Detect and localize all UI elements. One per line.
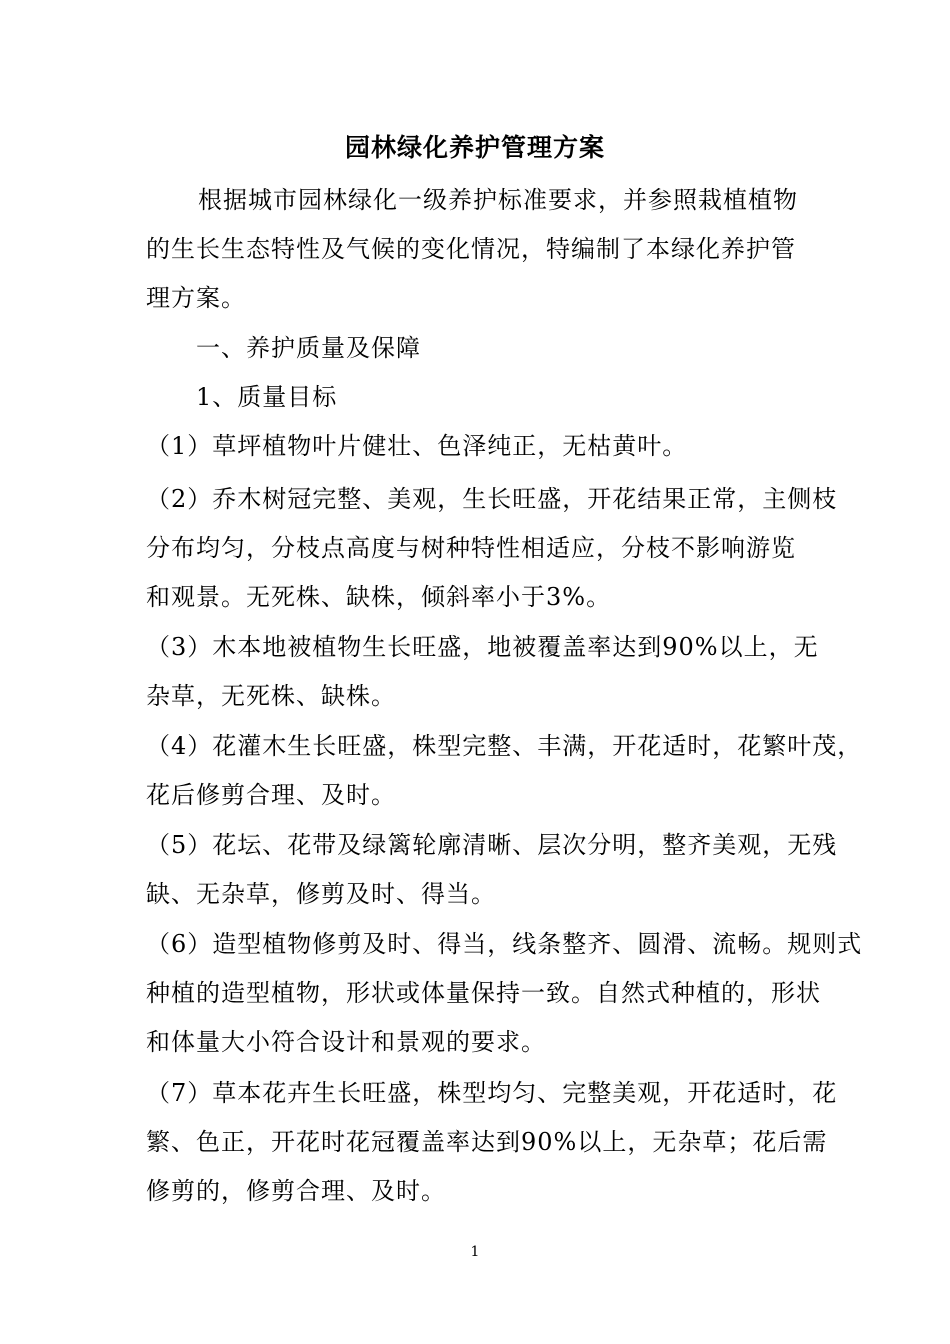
item-1-line-1: （1）草坪植物叶片健壮、色泽纯正，无枯黄叶。 [146, 432, 688, 460]
page-number: 1 [470, 1244, 480, 1260]
item-5-line-1: （5）花坛、花带及绿篱轮廓清晰、层次分明，整齐美观，无残 [146, 831, 838, 859]
item-2-line-1: （2）乔木树冠完整、美观，生长旺盛，开花结果正常，主侧枝 [146, 485, 838, 513]
item-3-line-2: 杂草，无死株、缺株。 [146, 682, 396, 710]
item-6-line-2: 种植的造型植物，形状或体量保持一致。自然式种植的，形状 [146, 979, 821, 1007]
item-5-line-2: 缺、无杂草，修剪及时、得当。 [146, 880, 496, 908]
item-2-line-3: 和观景。无死株、缺株，倾斜率小于3%。 [146, 583, 612, 611]
section-heading: 一、养护质量及保障 [196, 334, 421, 362]
item-7-line-3: 修剪的，修剪合理、及时。 [146, 1177, 446, 1205]
item-3-line-1: （3）木本地被植物生长旺盛，地被覆盖率达到90%以上，无 [146, 633, 819, 661]
item-2-line-2: 分布均匀，分枝点高度与树种特性相适应，分枝不影响游览 [146, 534, 796, 562]
item-7-line-2: 繁、色正，开花时花冠覆盖率达到90%以上，无杂草；花后需 [146, 1128, 828, 1156]
item-6-line-3: 和体量大小符合设计和景观的要求。 [146, 1028, 546, 1056]
document-title: 园林绿化养护管理方案 [344, 133, 605, 162]
item-4-line-2: 花后修剪合理、及时。 [146, 781, 396, 809]
intro-paragraph: 根据城市园林绿化一级养护标准要求，并参照栽植植物的生长生态特性及气候的变化情况，特编制了本绿化养护管理方案。 [146, 186, 798, 312]
subsection-heading: 1、质量目标 [196, 383, 338, 411]
item-4-line-1: （4）花灌木生长旺盛，株型完整、丰满，开花适时，花繁叶茂， [146, 732, 863, 760]
item-7-line-1: （7）草本花卉生长旺盛，株型均匀、完整美观，开花适时，花 [146, 1079, 838, 1107]
item-6-line-1: （6）造型植物修剪及时、得当，线条整齐、圆滑、流畅。规则式 [146, 930, 863, 958]
